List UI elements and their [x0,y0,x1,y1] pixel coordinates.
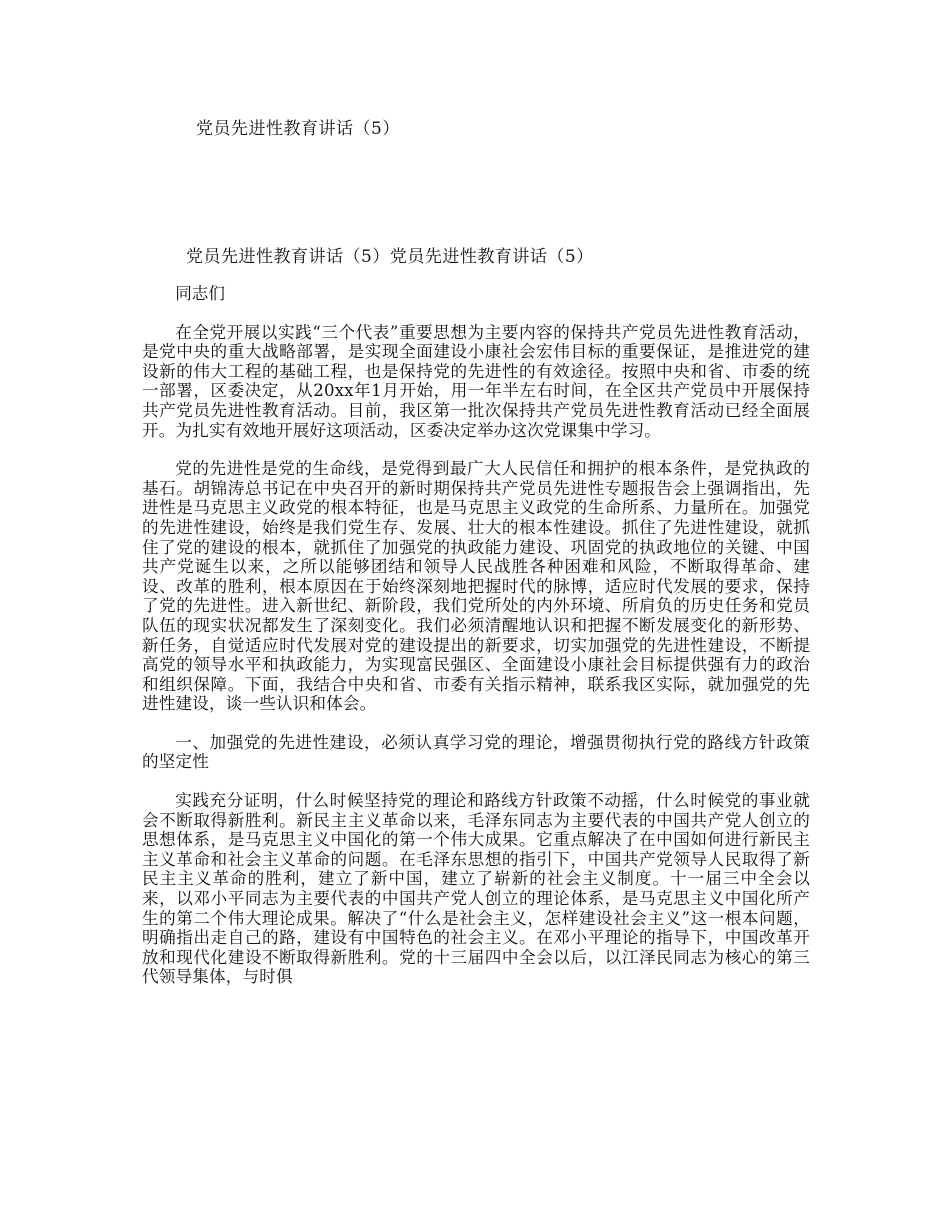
paragraph-intro: 在全党开展以实践“三个代表”重要思想为主要内容的保持共产党员先进性教育活动，是党中央的重大战略部署，是实现全面建设小康社会宏伟目标的重要保证，是推进党的建设新的伟大工程的基础工程，也是保持党的先进性的有效途径。按照中央和省、市委的统一部署，区委决定，从20xx年1月开始，用一年半左右时间，在全区共产党员中开展保持共产党员先进性教育活动。目前，我区第一批次保持共产党员先进性教育活动已经全面展开。为扎实有效地开展好这项活动，区委决定举办这次党课集中学习。 [142,322,810,440]
document-subtitle: 党员先进性教育讲话（5）党员先进性教育讲话（5） [186,247,594,267]
document-title: 党员先进性教育讲话（5） [196,119,400,139]
paragraph-advancement: 党的先进性是党的生命线，是党得到最广大人民信任和拥护的根本条件，是党执政的基石。胡锦涛总书记在中央召开的新时期保持共产党员先进性专题报告会上强调指出，先进性是马克思主义政党的根本特征，也是马克思主义政党的生命所系、力量所在。加强党的先进性建设，始终是我们党生存、发展、壮大的根本性建设。抓住了先进性建设，就抓住了党的建设的根本，就抓住了加强党的执政能力建设、巩固党的执政地位的关键、中国共产党诞生以来，之所以能够团结和领导人民战胜各种困难和风险，不断取得革命、建设、改革的胜利，根本原因在于始终深刻地把握时代的脉博，适应时代发展的要求，保持了党的先进性。进入新世纪、新阶段，我们党所处的内外环境、所肩负的历史任务和党员队伍的现实状况都发生了深刻变化。我们必须清醒地认识和把握不断发展变化的新形势、新任务，自觉适应时代发展对党的建设提出的新要求，切实加强党的先进性建设，不断提高党的领导水平和执政能力，为实现富民强区、全面建设小康社会目标提供强有力的政治和组织保障。下面，我结合中央和省、市委有关指示精神，联系我区实际，就加强党的先进性建设，谈一些认识和体会。 [142,459,810,714]
salutation: 同志们 [175,284,225,303]
section-heading-one: 一、加强党的先进性建设，必须认真学习党的理论，增强贯彻执行党的路线方针政策的坚定性 [142,732,810,772]
paragraph-practice: 实践充分证明，什么时候坚持党的理论和路线方针政策不动摇，什么时候党的事业就会不断取得新胜利。新民主主义革命以来，毛泽东同志为主要代表的中国共产党人创立的思想体系，是马克思主义中国化的第一个伟大成果。它重点解决了在中国如何进行新民主主义革命和社会主义革命的问题。在毛泽东思想的指引下，中国共产党领导人民取得了新民主主义革命的胜利，建立了新中国，建立了崭新的社会主义制度。十一届三中全会以来，以邓小平同志为主要代表的中国共产党人创立的理论体系，是马克思主义中国化所产生的第二个伟大理论成果。解决了“什么是社会主义，怎样建设社会主义”这一根本问题，明确指出走自己的路，建设有中国特色的社会主义。在邓小平理论的指导下，中国改革开放和现代化建设不断取得新胜利。党的十三届四中全会以后，以江泽民同志为核心的第三代领导集体，与时俱 [142,791,810,987]
document-body [142,284,810,1006]
